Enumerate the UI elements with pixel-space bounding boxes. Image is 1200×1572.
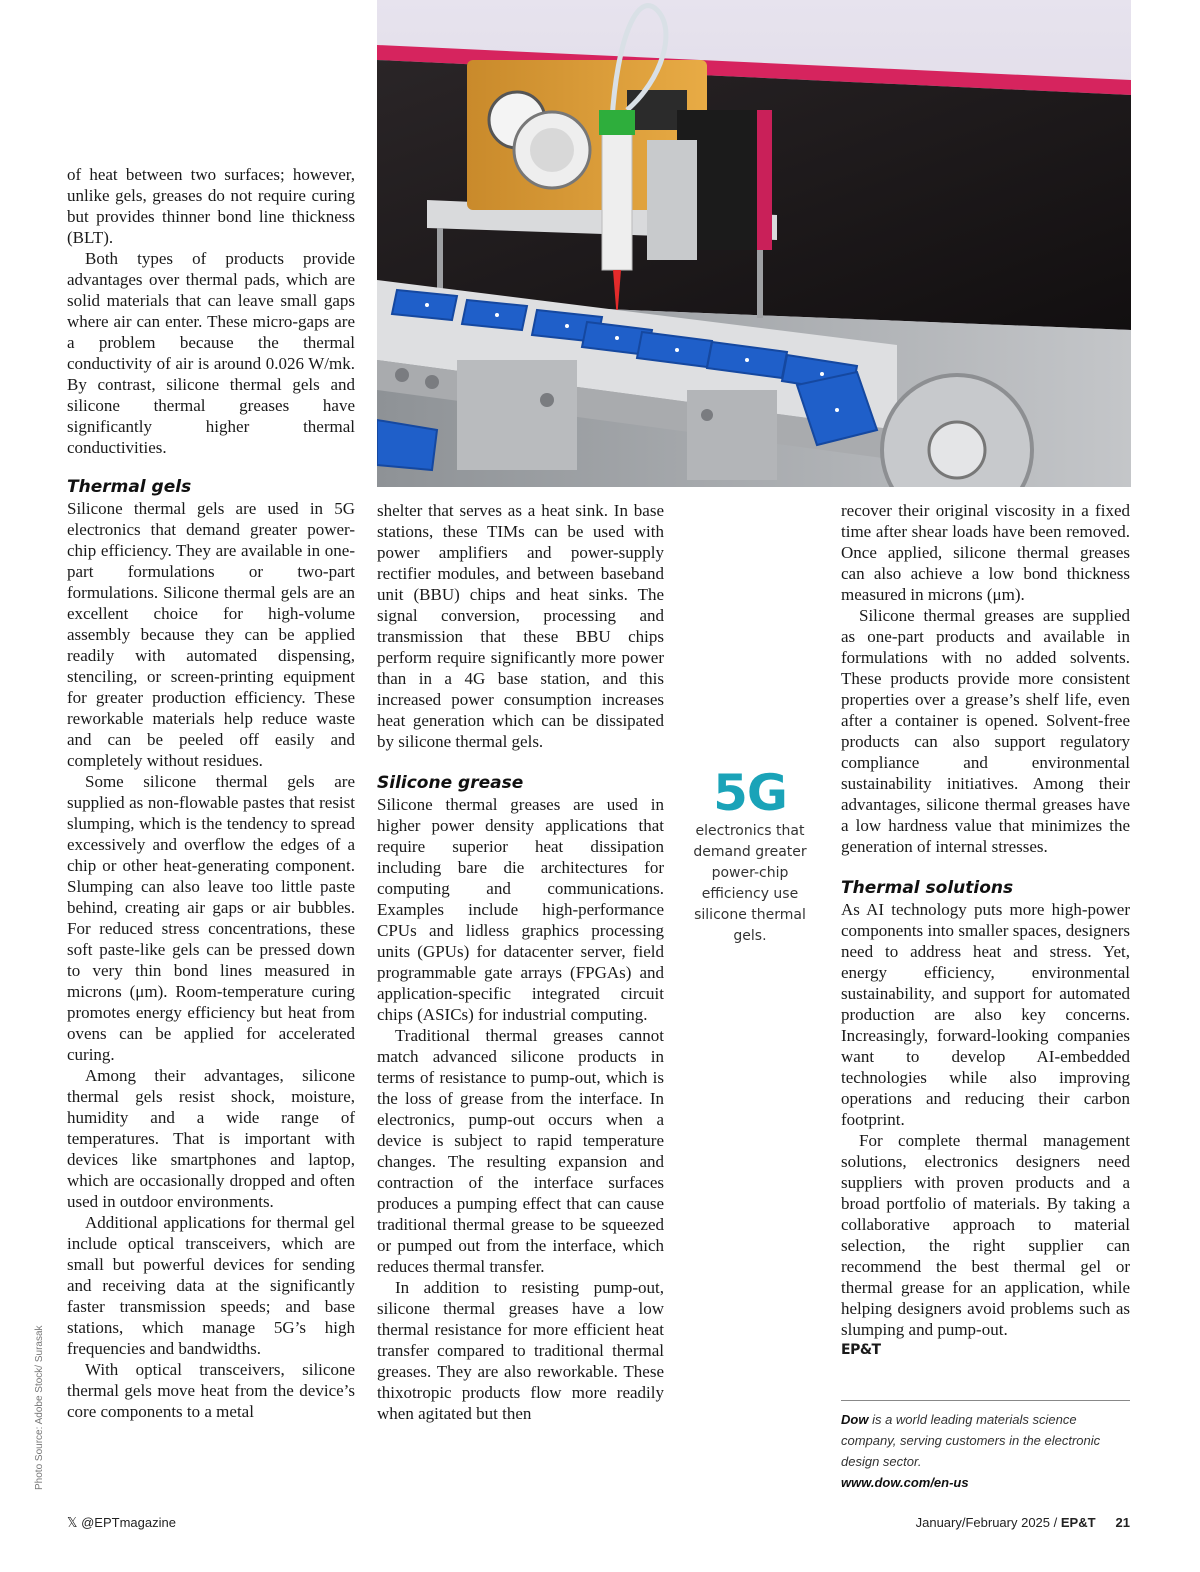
end-mark-logo: EP&T <box>841 1342 881 1358</box>
paragraph: recover their original viscosity in a fixed time after shear loads have been removed. Once applied, silicone thermal greases can also achieve a low bond thickness measured in microns (μm). <box>841 501 1130 604</box>
pull-quote-highlight: 5G <box>713 764 787 822</box>
article-column-3 <box>841 500 1130 1361</box>
photo-credit: Photo Source: Adobe Stock/ Surasak <box>34 1325 45 1490</box>
social-handle-link[interactable]: 𝕏 @EPTmagazine <box>67 1515 176 1530</box>
paragraph: For complete thermal management solutions, electronics designers need suppliers with proven products and a broad portfolio of materials. By taking a collaborative approach to material selection, the right supplier can recommend the best thermal gel or thermal grease for an application, while helping designers avoid problems such as slumping and pump-out. <box>841 1131 1130 1339</box>
issue-date: January/February 2025 / <box>915 1515 1061 1530</box>
paragraph: of heat between two surfaces; however, unlike gels, greases do not require curing but provides thinner bond line thickness (BLT). <box>67 165 355 247</box>
article-column-2 <box>377 500 664 1424</box>
section-heading-silicone-grease: Silicone grease <box>377 773 524 793</box>
dispensing-robot-image <box>377 0 1131 487</box>
paragraph: With optical transceivers, silicone thermal gels move heat from the device’s core components to a metal <box>67 1360 355 1421</box>
bio-text <box>841 1409 1130 1472</box>
paragraph: Silicone thermal gels are used in 5G electronics that demand greater power-chip efficiency. They are available in one-part formulations or two-part formulations. Silicone thermal gels are an excellent choice for high-volume assembly because they can be applied readily with automated dispensing, stenciling, or screen-printing equipment for greater production efficiency. These reworkable materials help reduce waste and can be peeled off easily and completely without residues. <box>67 499 355 770</box>
paragraph: In addition to resisting pump-out, silicone thermal greases have a low thermal resistance for more efficient heat transfer compared to traditional thermal greases. They are also reworkable. These thixotropic products flow more readily when agitated but then <box>377 1278 664 1423</box>
paragraph: Among their advantages, silicone thermal gels resist shock, moisture, humidity and a wide range of temperatures. That is important with devices like smartphones and laptop, which are occasionally dropped and often used in outdoor environments. <box>67 1066 355 1211</box>
page-footer <box>67 1515 1130 1535</box>
paragraph: As AI technology puts more high-power components into smaller spaces, designers need to address heat and stress. Yet, energy efficiency, environmental sustainability, and support for automated production are also key concerns. Increasingly, forward-looking companies want to develop AI-embedded technologies while also improving operations and reducing their carbon footprint. <box>841 900 1130 1129</box>
paragraph: Silicone thermal greases are supplied as one-part products and available in formulations with no added solvents. These products provide more consistent properties over a grease’s shelf life, even after a container is opened. Solvent-free products can also support regulatory compliance and environmental sustainability initiatives. Among their advantages, silicone thermal greases have a low hardness value that minimizes the generation of internal stresses. <box>841 606 1130 856</box>
pull-quote-text: electronics that demand greater power-chip efficiency use silicone thermal gels. <box>693 823 807 944</box>
section-heading-thermal-solutions: Thermal solutions <box>841 878 1014 898</box>
paragraph: Additional applications for thermal gel include optical transceivers, which are small but powerful devices for sending and receiving data at the significantly faster transmission speeds; and base stations, which manage 5G’s high frequencies and bandwidths. <box>67 1213 355 1358</box>
article-photo <box>377 0 1131 487</box>
section-heading-thermal-gels: Thermal gels <box>67 477 192 497</box>
paragraph: Some silicone thermal gels are supplied as non-flowable pastes that resist slumping, which is the tendency to spread excessively and overflow the edges of a chip or other heat-generating component. Slumping can also leave too little paste behind, creating air gaps or air bubbles. For reduced stress concentrations, these soft paste-like gels can be pressed down to very thin bond lines measured in microns (μm). Room-temperature curing promotes energy efficiency but heat from ovens can be applied for accelerated curing. <box>67 772 355 1064</box>
page-number: 21 <box>1115 1515 1130 1530</box>
paragraph: Both types of products provide advantages over thermal pads, which are solid materials that can leave small gaps where air can enter. These micro-gaps are a problem because the thermal conductivity of air is around 0.026 W/mk. By contrast, silicone thermal gels and silicone thermal greases have significantly higher thermal conductivities. <box>67 249 355 457</box>
paragraph: Silicone thermal greases are used in higher power density applications that require superior heat dissipation including bare die architectures for computing and communications. Examples include high-performance CPUs and lidless graphics processing units (GPUs) for datacenter server, field programmable gate arrays (FPGAs) and application-specific integrated circuit chips (ASICs) for industrial computing. <box>377 795 664 1024</box>
bio-url-link[interactable]: www.dow.com/en-us <box>841 1475 969 1490</box>
footer-issue-info <box>916 1515 1130 1530</box>
company-bio <box>841 1400 1130 1493</box>
paragraph: Traditional thermal greases cannot match advanced silicone products in terms of resistance to pump-out, which is the loss of grease from the interface. In electronics, pump-out occurs when a device is subject to rapid temperature changes. The resulting expansion and contraction of the interface surfaces produces a pumping effect that can cause traditional thermal grease to be squeezed or pumped out from the interface, which reduces thermal transfer. <box>377 1026 664 1276</box>
article-column-1 <box>67 164 355 1422</box>
bio-description: is a world leading materials science company, serving customers in the electronic design sector. <box>841 1412 1101 1469</box>
paragraph: shelter that serves as a heat sink. In base stations, these TIMs can be used with power amplifiers and power-supply rectifier modules, and between baseband unit (BBU) chips and heat sinks. The signal conversion, processing and transmission that these BBU chips perform require significantly more power than in a 4G base station, and this increased power consumption increases heat generation which can be dissipated by silicone thermal gels. <box>377 501 664 751</box>
magazine-logo: EP&T <box>1060 1515 1096 1530</box>
pull-quote <box>690 765 810 947</box>
bio-company: Dow <box>841 1412 869 1427</box>
